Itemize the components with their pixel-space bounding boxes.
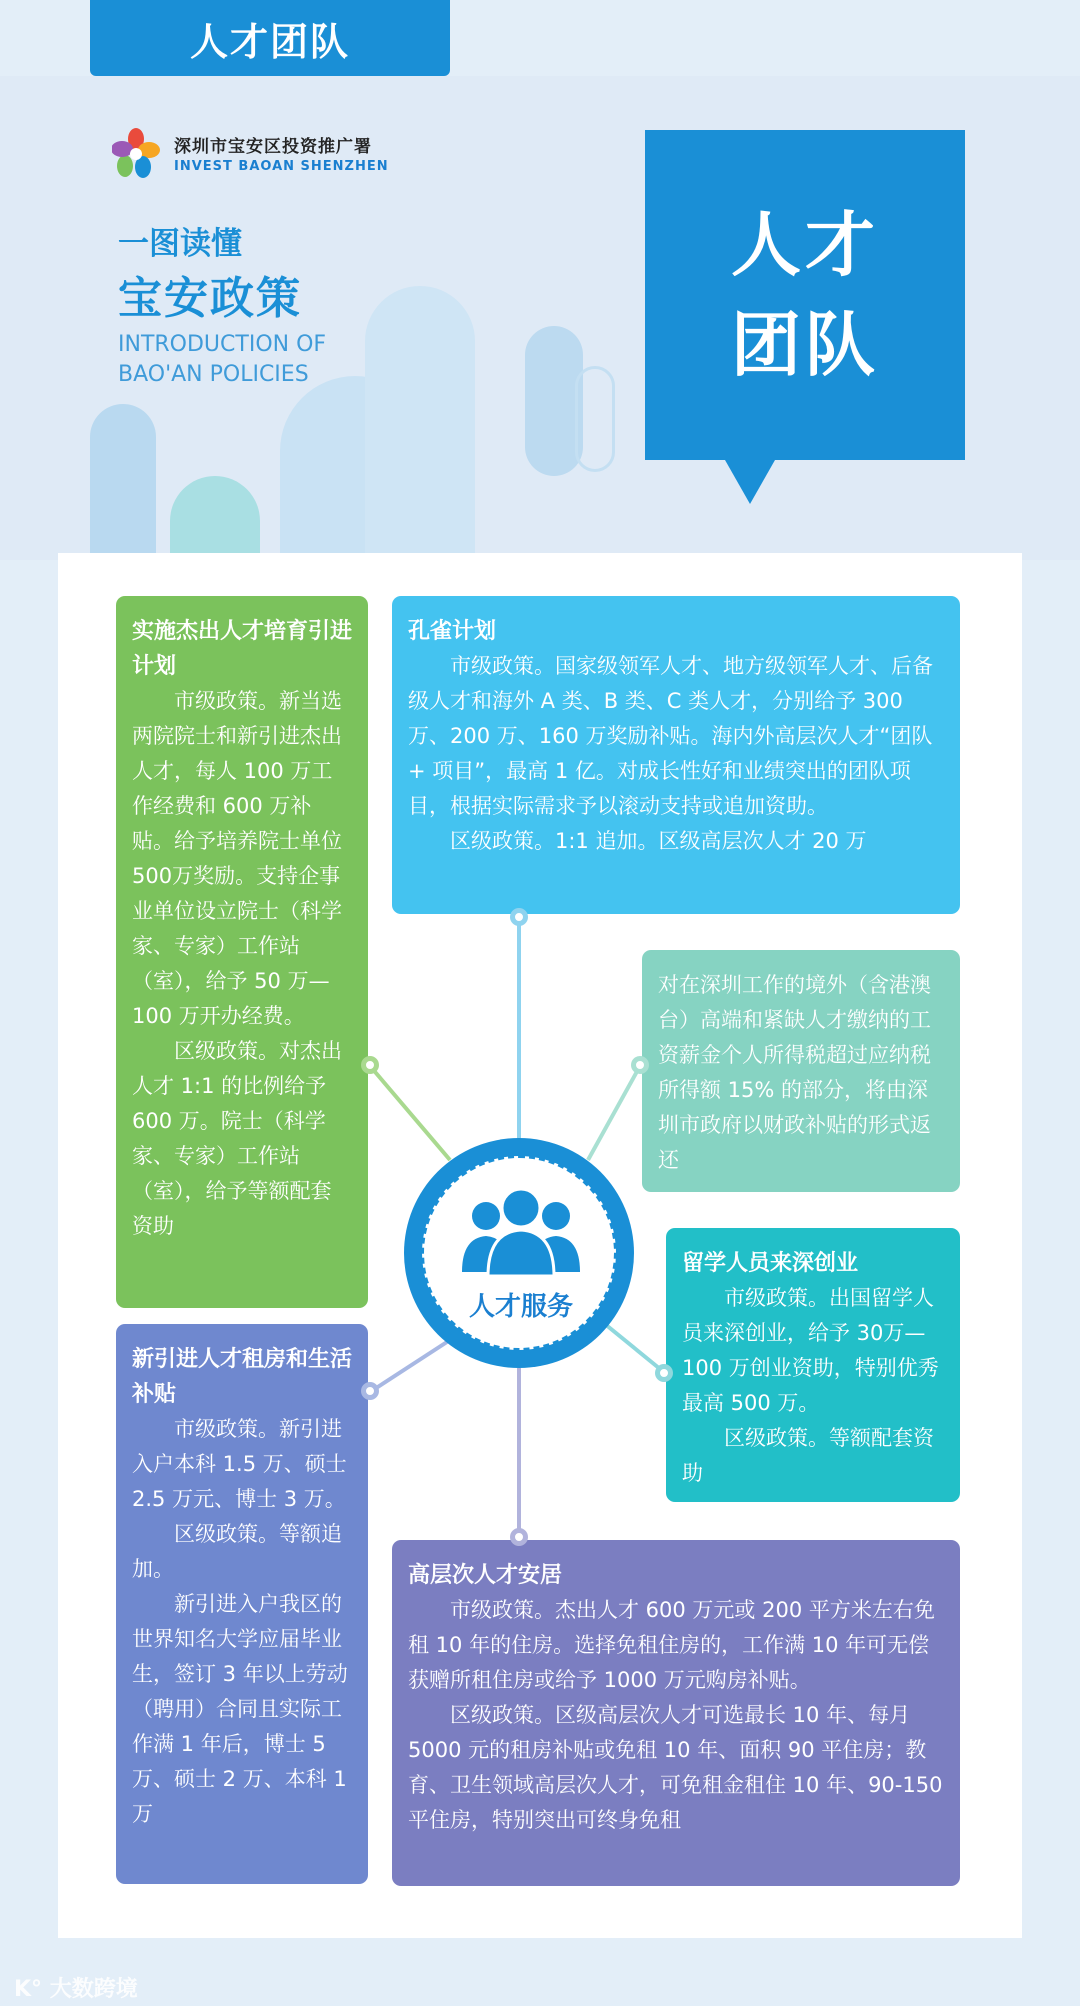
title-line2: 团队 bbox=[731, 304, 879, 386]
card-peacock-plan bbox=[392, 596, 960, 914]
logo-cn-text: 深圳市宝安区投资推广署 bbox=[174, 137, 372, 157]
connector-dot bbox=[510, 1528, 528, 1546]
connector-line bbox=[370, 1066, 450, 1160]
card-text: 对在深圳工作的境外（含港澳台）高端和紧缺人才缴纳的工资薪金个人所得税超过应纳税所得额 15% 的部分，将由深圳市政府以财政补贴的形式返还 bbox=[658, 973, 931, 1172]
talent-service-circle bbox=[404, 1138, 634, 1368]
title-line1: 人才 bbox=[731, 204, 879, 286]
card-housing bbox=[392, 1540, 960, 1886]
card-title: 孔雀计划 bbox=[408, 619, 497, 644]
connector-dot bbox=[631, 1056, 649, 1074]
watermark: K° 大数跨境 bbox=[14, 1977, 138, 2002]
card-text: 区级政策。等额追加。 bbox=[132, 1522, 342, 1581]
card-title: 高层次人才安居 bbox=[408, 1563, 563, 1588]
card-text: 区级政策。1:1 追加。区级高层次人才 20 万 bbox=[450, 829, 867, 853]
intro-en-line1: INTRODUCTION OF bbox=[118, 332, 327, 357]
card-title: 新引进人才租房和生活补贴 bbox=[132, 1347, 353, 1407]
card-text: 区级政策。区级高层次人才可选最长 10 年、每月 5000 元的租房补贴或免租 10 年、面积 90 平住房；教育、卫生领域高层次人才，可免租金租住 10 年、90-150 平住房，特别突出可终身免租 bbox=[408, 1703, 943, 1832]
connector-line bbox=[370, 1340, 450, 1392]
card-text: 区级政策。对杰出人才 1:1 的比例给予 600 万。院士（科学家、专家）工作站（室），给予等额配套资助 bbox=[132, 1039, 342, 1238]
card-text: 市级政策。新当选两院院士和新引进杰出人才，每人 100 万工作经费和 600 万补贴。给予培养院士单位500万奖励。支持企事业单位设立院士（科学家、专家）工作站（室），给予 50 万—100 万开办经费。 bbox=[132, 689, 342, 1028]
card-title: 实施杰出人才培育引进计划 bbox=[132, 619, 353, 679]
logo-en-text: INVEST BAOAN SHENZHEN bbox=[174, 159, 389, 174]
connector-line bbox=[588, 1066, 640, 1160]
connector-dot bbox=[361, 1382, 379, 1400]
connector-line bbox=[600, 1320, 665, 1373]
intro-en-line2: BAO'AN POLICIES bbox=[118, 362, 309, 387]
center-label: 人才服务 bbox=[468, 1292, 573, 1322]
intro-title: 宝安政策 bbox=[118, 273, 302, 324]
top-tab: 人才团队 bbox=[90, 0, 450, 76]
card-title: 留学人员来深创业 bbox=[682, 1251, 859, 1276]
connector-dot bbox=[655, 1364, 673, 1382]
connector-dot bbox=[510, 908, 528, 926]
card-outstanding-talent bbox=[116, 596, 368, 1308]
card-text: 市级政策。出国留学人员来深创业，给予 30万—100 万创业资助，特别优秀最高 500 万。 bbox=[682, 1286, 939, 1415]
card-text: 区级政策。等额配套资助 bbox=[682, 1426, 934, 1485]
card-text: 市级政策。新引进入户本科 1.5 万、硕士 2.5 万元、博士 3 万。 bbox=[132, 1417, 347, 1511]
card-text: 市级政策。杰出人才 600 万元或 200 平方米左右免租 10 年的住房。选择免租住房的，工作满 10 年可无偿获赠所租住房或给予 1000 万元购房补贴。 bbox=[408, 1598, 935, 1692]
card-text: 市级政策。国家级领军人才、地方级领军人才、后备级人才和海外 A 类、B 类、C 类人才，分别给予 300 万、200 万、160 万奖励补贴。海内外高层次人才“团队 + 项目”，最高 1 亿。对成长性好和业绩突出的团队项目，根据实际需求予以滚动支持或追加资助。 bbox=[408, 654, 933, 818]
card-rent-subsidy bbox=[116, 1324, 368, 1884]
card-overseas-tax bbox=[642, 950, 960, 1192]
intro-subtitle: 一图读懂 bbox=[118, 226, 242, 262]
card-text: 新引进入户我区的世界知名大学应届毕业生，签订 3 年以上劳动（聘用）合同且实际工作满 1 年后，博士 5 万、硕士 2 万、本科 1 万 bbox=[132, 1592, 348, 1826]
connector-dot bbox=[361, 1056, 379, 1074]
people-group-icon bbox=[456, 1180, 586, 1280]
card-returnee bbox=[666, 1228, 960, 1502]
